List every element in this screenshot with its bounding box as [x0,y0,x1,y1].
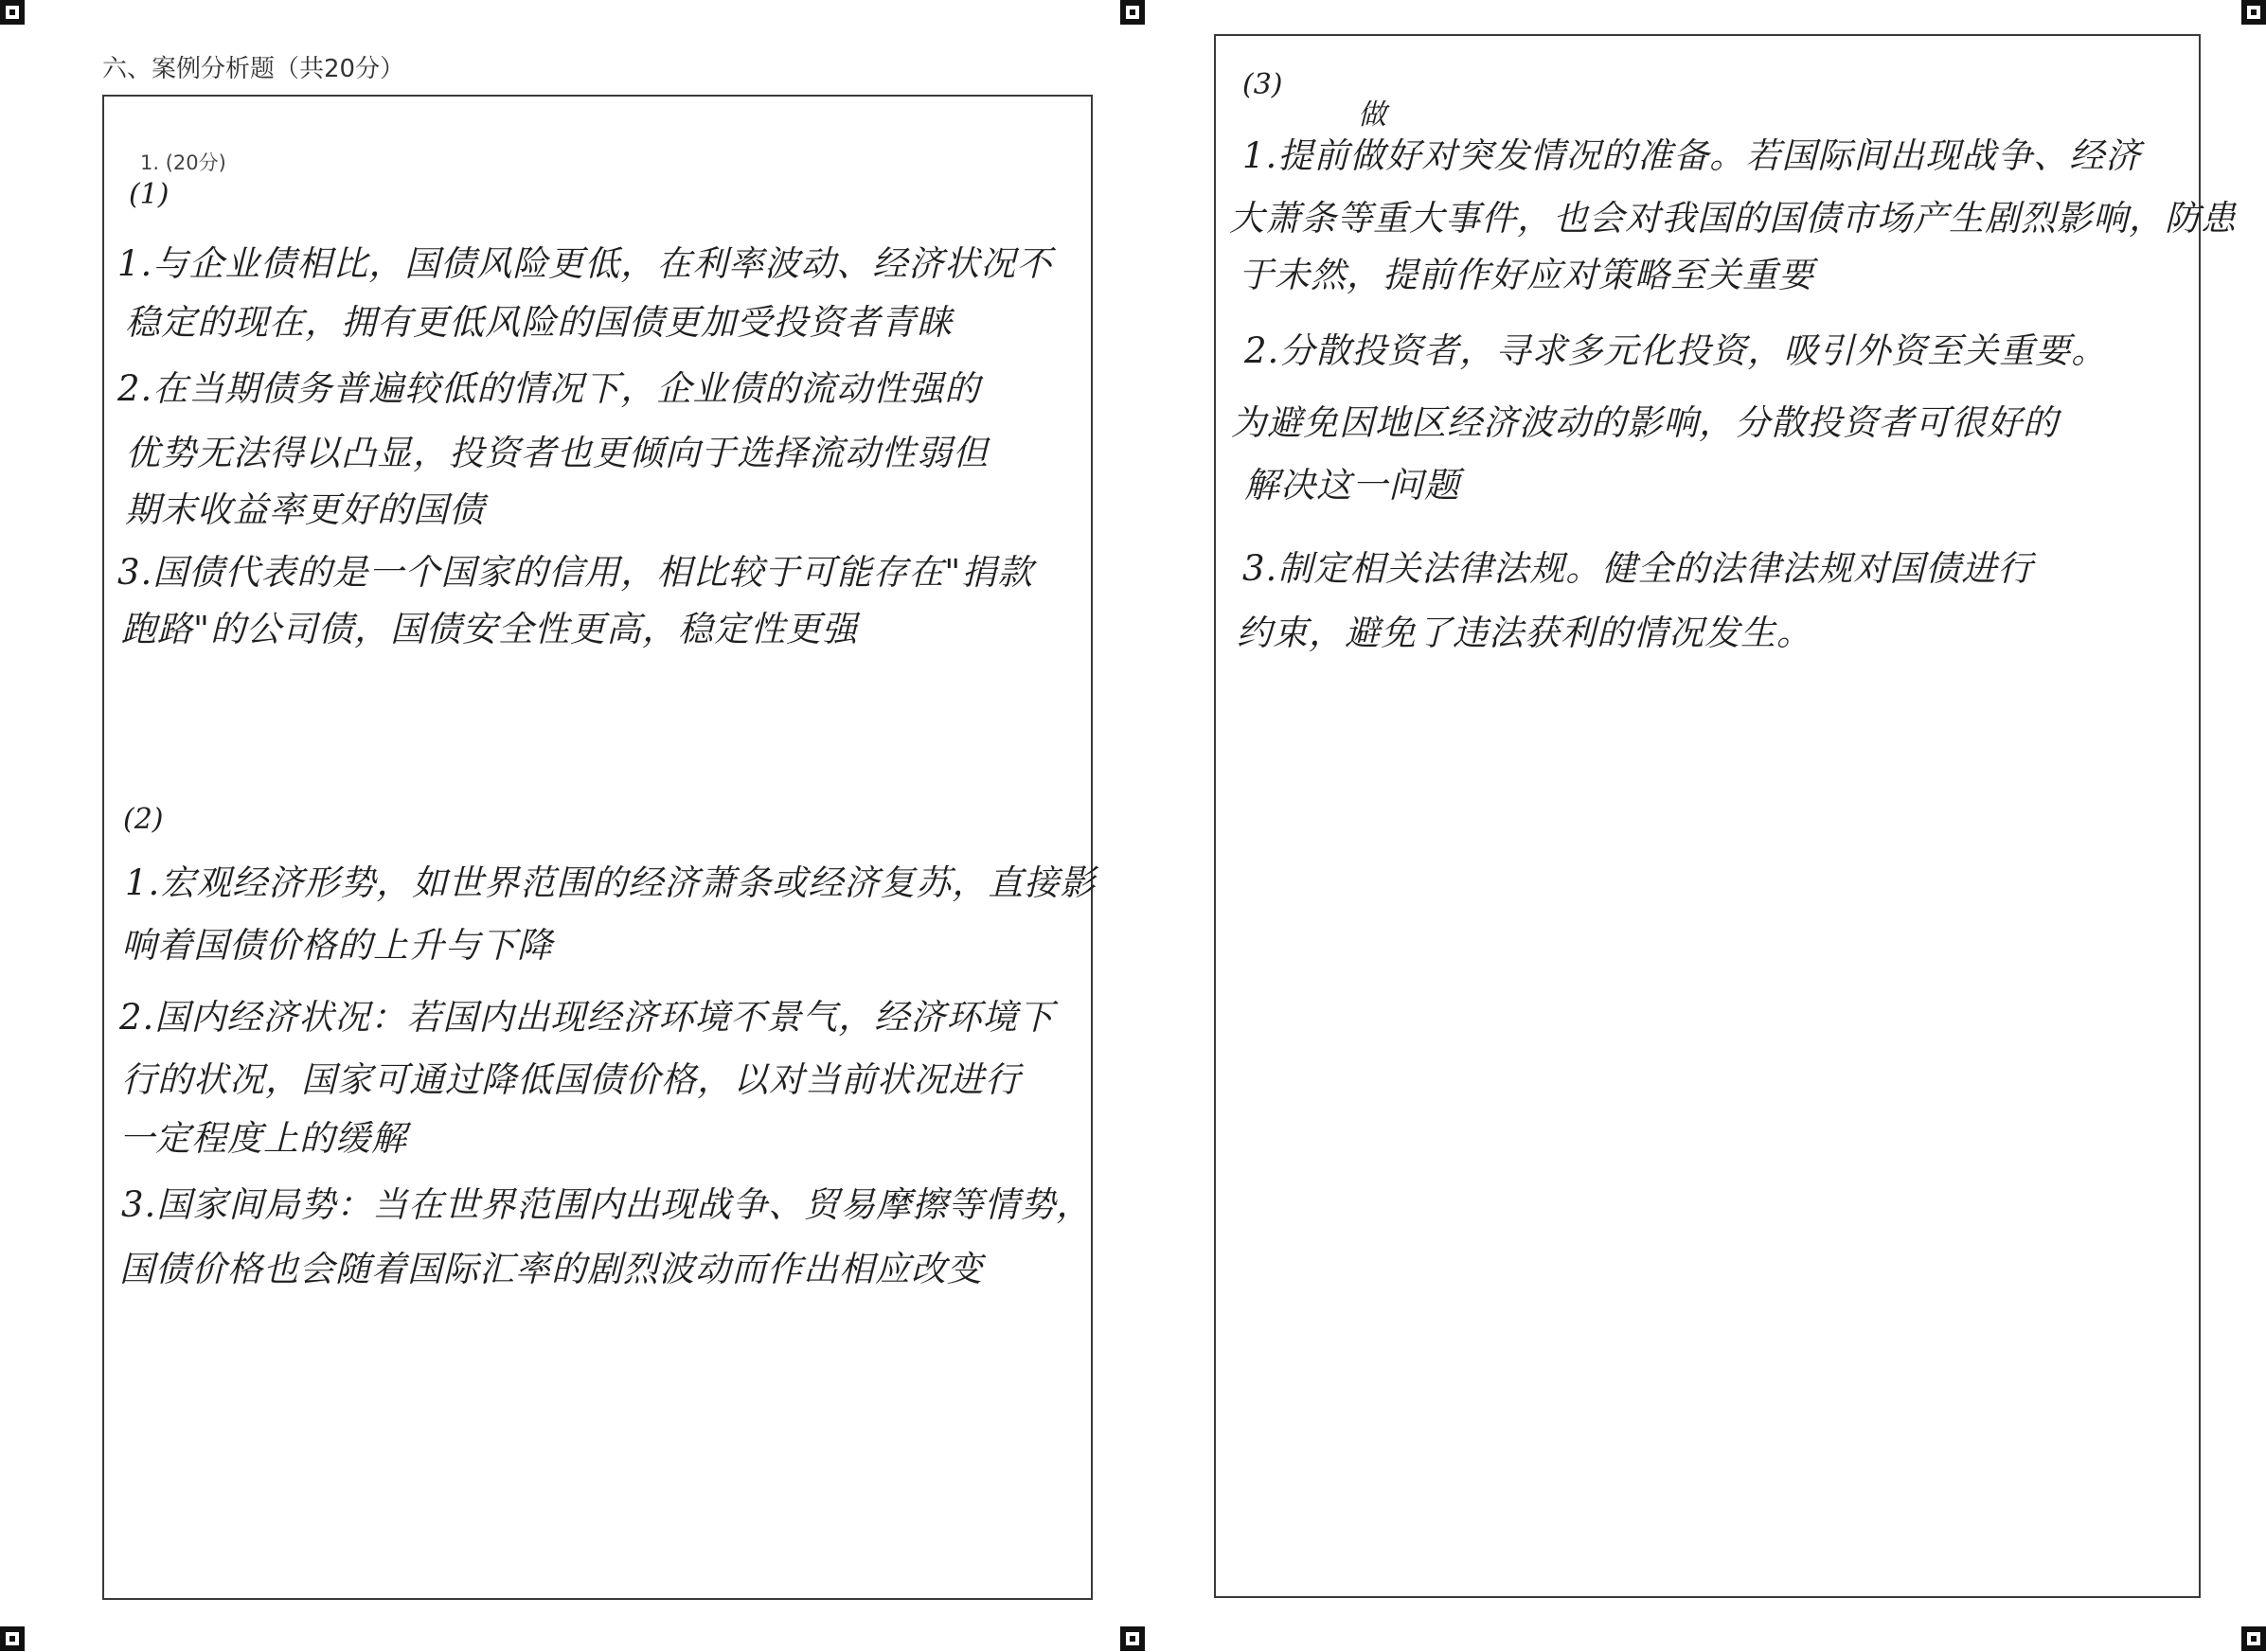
answer-line: 期末收益率更好的国债 [125,489,485,530]
answer-line: 2.国内经济状况：若国内出现经济环境不景气，经济环境下 [119,997,1055,1038]
answer-line: 优势无法得以凸显，投资者也更倾向于选择流动性弱但 [125,433,989,473]
section-title: 六、案例分析题（共20分） [102,55,405,83]
answer-line: 于未然，提前作好应对策略至关重要 [1239,255,1814,295]
question-label: 1. (20分) [140,151,226,174]
answer-line: 3.制定相关法律法规。健全的法律法规对国债进行 [1242,548,2034,589]
scan-marker-bottom-center [1120,1626,1145,1651]
scan-marker-bottom-right [2241,1626,2266,1651]
answer-line: 1.宏观经济形势，如世界范围的经济萧条或经济复苏，直接影 [125,862,1097,903]
answer-line: 1.提前做好对突发情况的准备。若国际间出现战争、经济 [1242,135,2142,176]
answer-line: 稳定的现在，拥有更低风险的国债更加受投资者青睐 [125,302,953,343]
inserted-correction: 做 [1358,98,1386,132]
answer-line: 大萧条等重大事件，也会对我国的国债市场产生剧烈影响，防患 [1229,198,2237,239]
scan-marker-top-center [1120,0,1145,25]
answer-line: 一定程度上的缓解 [119,1118,407,1159]
answer-line: 响着国债价格的上升与下降 [121,925,553,966]
answer-line: 3.国家间局势：当在世界范围内出现战争、贸易摩擦等情势， [121,1184,1093,1225]
part3-label: (3) [1242,68,1283,101]
answer-line: 2.在当期债务普遍较低的情况下，企业债的流动性强的 [117,368,981,409]
answer-line: 国债价格也会随着国际汇率的剧烈波动而作出相应改变 [119,1249,983,1289]
answer-line: 为避免因地区经济波动的影响，分散投资者可很好的 [1231,402,2059,443]
answer-line: 2.分散投资者，寻求多元化投资，吸引外资至关重要。 [1244,330,2108,371]
scan-marker-top-right [2241,0,2266,25]
answer-line: 约束，避免了违法获利的情况发生。 [1237,613,1812,653]
answer-line: 解决这一问题 [1244,465,1460,506]
scan-marker-top-left [0,0,25,25]
answer-line: 3.国债代表的是一个国家的信用，相比较于可能存在"捐款 [117,552,1034,593]
scan-marker-bottom-left [0,1626,25,1651]
answer-box-left [102,95,1097,1600]
answer-line: 1.与企业债相比，国债风险更低，在利率波动、经济状况不 [117,243,1053,284]
answer-box-right [1214,34,2237,1598]
answer-line: 跑路"的公司债，国债安全性更高，稳定性更强 [121,609,859,649]
part2-label: (2) [123,803,164,836]
answer-line: 行的状况，国家可通过降低国债价格，以对当前状况进行 [121,1059,1021,1100]
part1-label: (1) [129,178,170,211]
